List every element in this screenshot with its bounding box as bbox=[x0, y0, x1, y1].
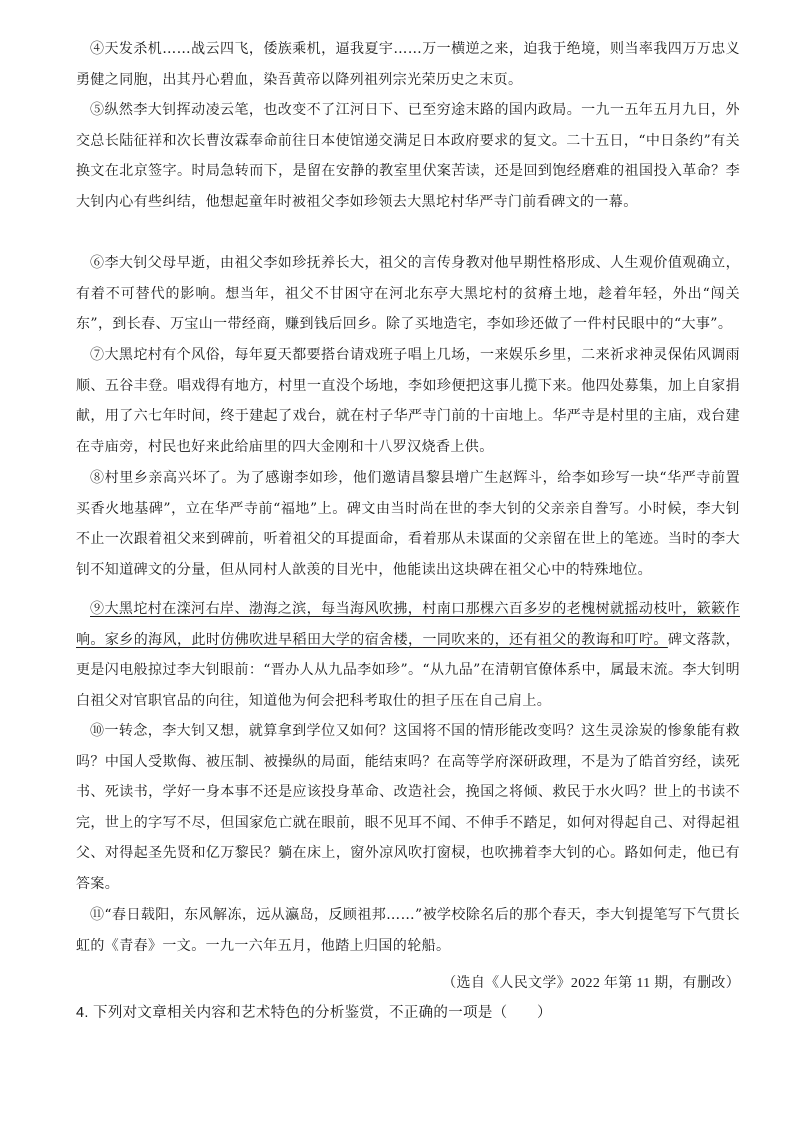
paragraph-5 bbox=[76, 95, 740, 217]
question-4: 4. 下列对文章相关内容和艺术特色的分析鉴赏，不正确的一项是（ ） bbox=[76, 1005, 552, 1021]
paragraph-10 bbox=[76, 716, 740, 900]
paragraph-8-text: ⑧村里乡亲高兴坏了。为了感谢李如珍，他们邀请昌黎县增广生赵辉斗，给李如珍写一块“华严寺前置买香火地基碑”，立在华严寺前“福地”上。碑文由当时尚在世的李大钊的父亲亲自誊写。小时候，李大钊不止一次跟着祖父来到碑前，听着祖父的耳提面命，看着那从未谋面的父亲留在世上的笔迹。当时的李大钊不知道碑文的分量，但从同村人歆羡的目光中，他能读出这块碑在祖父心中的特殊地位。 bbox=[76, 470, 740, 578]
paragraph-11 bbox=[76, 900, 740, 961]
paragraph-9-text: 碑文落款，更是闪电般掠过李大钊眼前：“晋办人从九品李如珍”。“从九品”在清朝官僚体系中，属最末流。李大钊明白祖父对官职官品的向往，知道他为何会把科考取仕的担子压在自己肩上。 bbox=[76, 631, 741, 709]
paragraph-10-text: ⑩一转念，李大钊又想，就算拿到学位又如何？这国将不国的情形能改变吗？这生灵涂炭的惨象能有救吗？中国人受欺侮、被压制、被操纵的局面，能结束吗？在高等学府深研政理，不是为了皓首穷经，读死书、死读书，学好一身本事不还是应该投身革命、改造社会，挽国之将倾、救民于水火吗？世上的书读不完，世上的字写不尽，但国家危亡就在眼前，眼不见耳不闻、不伸手不踏足，如何对得起自己、对得起祖父、对得起圣先贤和亿万黎民？躺在床上，窗外凉风吹打窗棂，也吹拂着李大钊的心。路如何走，他已有答案。 bbox=[76, 723, 740, 892]
paragraph-7 bbox=[76, 340, 740, 462]
paragraph-9-underlined-text: ⑨大黑坨村在滦河右岸、渤海之滨，每当海风吹拂，村南口那棵六百多岁的老槐树就摇动枝叶，簌簌作响。家乡的海风，此时仿佛吹进早稻田大学的宿舍楼，一同吹来的，还有祖父的教诲和叮咛。 bbox=[76, 601, 740, 648]
source-note: （选自《人民文学》2022 年第 11 期，有删改） bbox=[442, 976, 740, 991]
paragraph-4-text: ④天发杀机……战云四飞，倭族乘机，逼我夏宇……万一横逆之来，迫我于绝境，则当率我四万万忠义勇健之同胞，出其丹心碧血，染吾黄帝以降列祖列宗光荣历史之末页。 bbox=[76, 41, 740, 88]
paragraph-8 bbox=[76, 463, 740, 585]
paragraph-6-text: ⑥李大钊父母早逝，由祖父李如珍抚养长大，祖父的言传身教对他早期性格形成、人生观价值观确立，有着不可替代的影响。想当年，祖父不甘困守在河北东亭大黑坨村的贫瘠土地，趁着年轻，外出“闯关东”，到长春、万宝山一带经商，赚到钱后回乡。除了买地造宅，李如珍还做了一件村民眼中的“大事”。 bbox=[76, 255, 740, 333]
paragraph-7-text: ⑦大黑坨村有个风俗，每年夏天都要搭台请戏班子唱上几场，一来娱乐乡里，二来祈求神灵保佑风调雨顺、五谷丰登。唱戏得有地方，村里一直没个场地，李如珍便把这事儿揽下来。他四处募集，加上自家捐献，用了六七年时间，终于建起了戏台，就在村子华严寺门前的十亩地上。华严寺是村里的主庙，戏台建在寺庙旁，村民也好来此给庙里的四大金刚和十八罗汉烧香上供。 bbox=[76, 347, 740, 455]
paragraph-6 bbox=[76, 248, 740, 340]
paragraph-4 bbox=[76, 34, 740, 95]
paragraph-5-text: ⑤纵然李大钊挥动凌云笔，也改变不了江河日下、已至穷途末路的国内政局。一九一五年五月九日，外交总长陆征祥和次长曹汝霖奉命前往日本使馆递交满足日本政府要求的复文。二十五日，“中日条约”有关换文在北京签字。时局急转而下，是留在安静的教室里伏案苦读，还是回到饱经磨难的祖国投入革命？李大钊内心有些纠结，他想起童年时被祖父李如珍领去大黑坨村华严寺门前看碑文的一幕。 bbox=[76, 102, 740, 210]
paragraph-11-text: ⑪“春日载阳，东风解冻，远从瀛岛，反顾祖邦……”被学校除名后的那个春天，李大钊提笔写下气贯长虹的《青春》一文。一九一六年五月，他踏上归国的轮船。 bbox=[76, 907, 740, 954]
paragraph-9 bbox=[76, 594, 740, 716]
